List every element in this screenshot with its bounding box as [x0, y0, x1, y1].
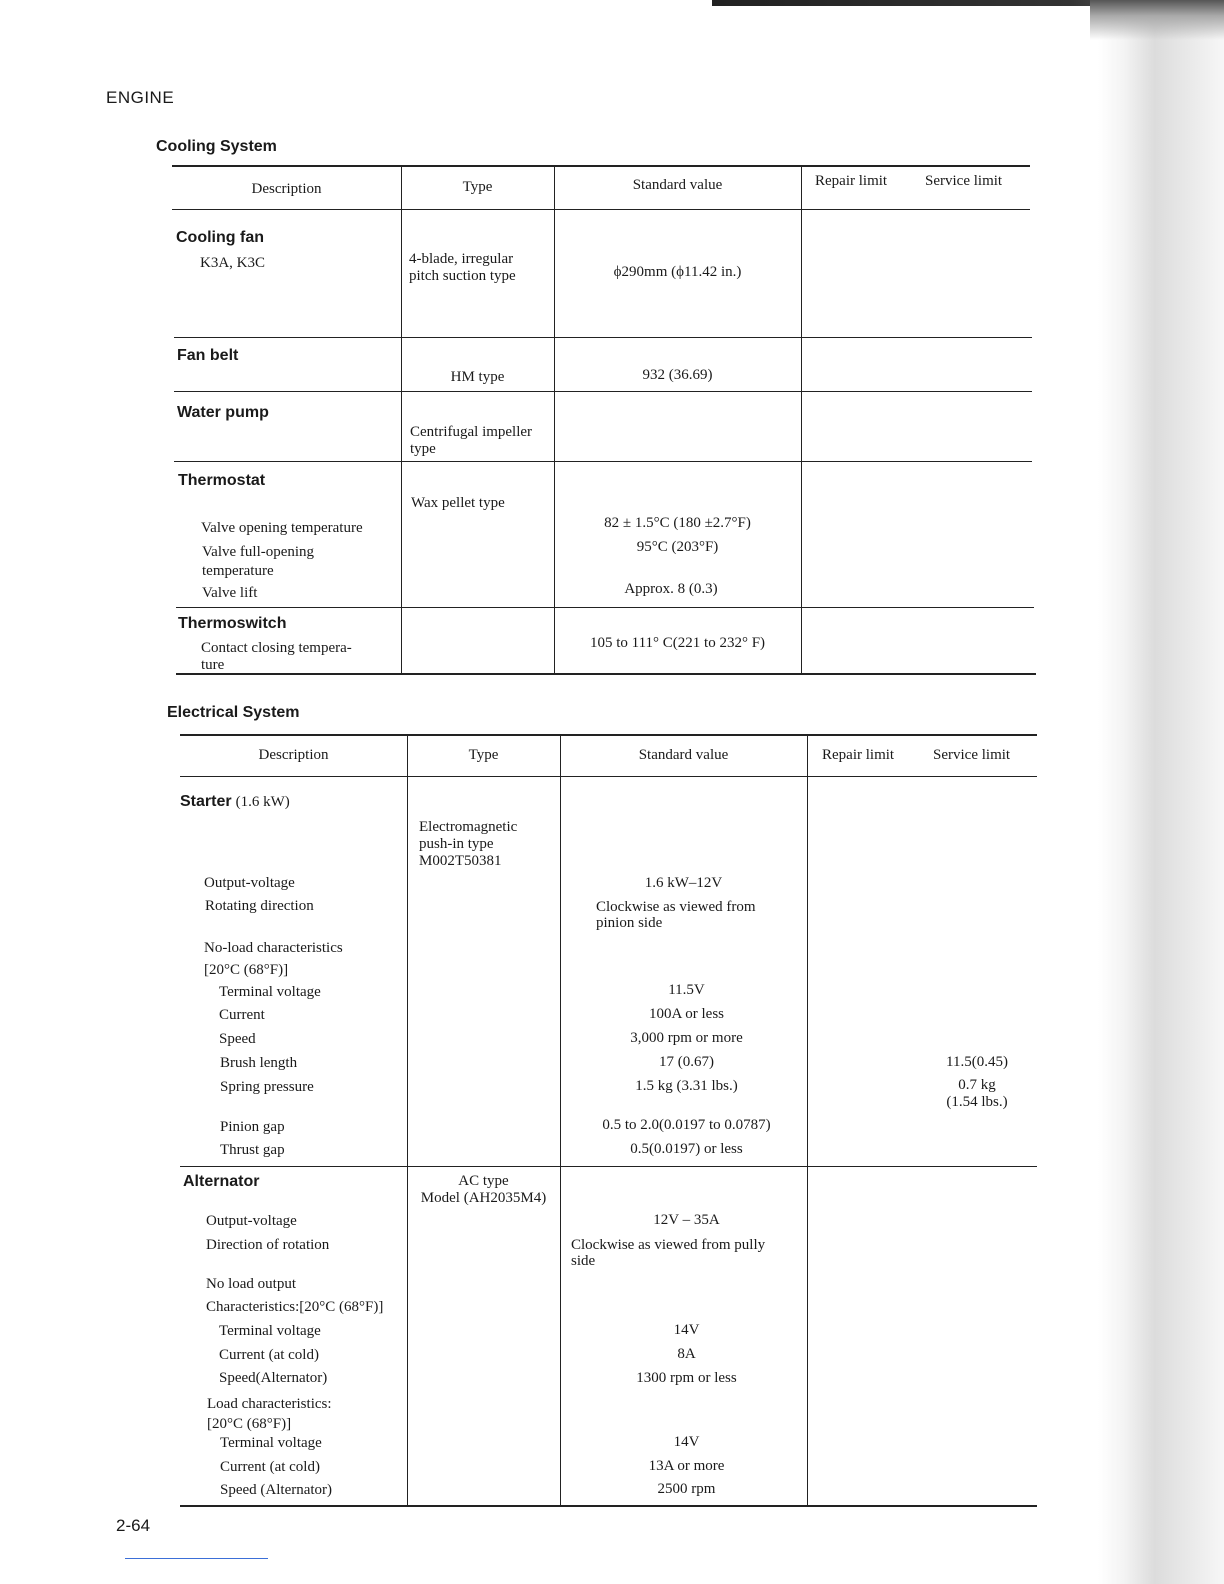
- alternator-terminal-label: Terminal voltage: [219, 1323, 321, 1339]
- alternator-noload-label: No load output: [206, 1276, 296, 1292]
- cooling-top-rule: [172, 165, 1030, 167]
- alternator-speed-value: 1300 rpm or less: [636, 1370, 737, 1386]
- electrical-top-rule: [180, 734, 1037, 736]
- alternator-current-value: 8A: [677, 1346, 696, 1362]
- starter-pinion-label: Pinion gap: [220, 1119, 285, 1135]
- alternator-title: Alternator: [183, 1173, 260, 1190]
- starter-output-value: 1.6 kW–12V: [644, 875, 723, 891]
- starter-type: Electromagnetic push-in type M002T50381: [419, 819, 518, 869]
- starter-spring-service-limit: 0.7 kg (1.54 lbs.): [946, 1077, 1008, 1110]
- starter-rotation-label: Rotating direction: [205, 898, 314, 914]
- electrical-header-rule: [180, 776, 1037, 777]
- fan-belt-standard: 932 (36.69): [642, 367, 713, 383]
- cooling-header-rule: [172, 209, 1030, 210]
- thermoswitch-value: 105 to 111° C(221 to 232° F): [589, 635, 766, 651]
- cooling-row-rule: [174, 461, 1032, 462]
- header-standard-value: Standard value: [632, 177, 723, 193]
- cooling-system-title: Cooling System: [156, 138, 277, 155]
- header-description: Description: [258, 747, 329, 763]
- starter-current-value: 100A or less: [649, 1006, 724, 1022]
- cooling-fan-standard: ϕ290mm (ϕ11.42 in.): [613, 264, 742, 280]
- starter-current-label: Current: [219, 1007, 265, 1023]
- starter-title: Starter: [180, 793, 232, 810]
- thermostat-type: Wax pellet type: [411, 495, 505, 511]
- cooling-row-rule: [174, 337, 1032, 338]
- scan-corner-shadow: [1090, 0, 1224, 40]
- starter-thrust-value: 0.5(0.0197) or less: [630, 1141, 743, 1157]
- alternator-speed-label: Speed(Alternator): [219, 1370, 328, 1386]
- page-binding-shadow: [1098, 0, 1224, 1584]
- alternator-terminal-value: 14V: [673, 1434, 700, 1450]
- alternator-direction-label: Direction of rotation: [206, 1237, 330, 1253]
- starter-noload-label: No-load characteristics [20°C (68°F)]: [204, 940, 343, 978]
- starter-speed-value: 3,000 rpm or more: [630, 1030, 743, 1046]
- alternator-output-label: Output-voltage: [206, 1213, 297, 1229]
- page-number: 2-64: [116, 1516, 151, 1535]
- thermostat-item-label: Valve lift: [202, 585, 258, 601]
- header-repair-limit: Repair limit: [815, 173, 888, 189]
- thermoswitch-title: Thermoswitch: [178, 615, 287, 632]
- thermostat-item-label: Valve full-opening temperature: [202, 544, 315, 579]
- thermoswitch-label: Contact closing tempera- ture: [201, 640, 352, 673]
- header-type: Type: [468, 747, 499, 763]
- thermostat-item-value: Approx. 8 (0.3): [624, 581, 718, 597]
- alternator-current-label: Current (at cold): [219, 1347, 319, 1363]
- thermostat-item-value: 82 ± 1.5°C (180 ±2.7°F): [604, 515, 751, 531]
- starter-terminal-label: Terminal voltage: [219, 984, 321, 1000]
- starter-brush-label: Brush length: [220, 1055, 298, 1071]
- fan-belt-type: HM type: [450, 369, 505, 385]
- header-type: Type: [462, 179, 493, 195]
- alternator-speed-value: 2500 rpm: [657, 1481, 716, 1497]
- cooling-row-rule: [176, 607, 1034, 608]
- starter-output-label: Output-voltage: [204, 875, 295, 891]
- alternator-speed-label: Speed (Alternator): [220, 1482, 333, 1498]
- cooling-fan-models: K3A, K3C: [200, 255, 266, 271]
- electrical-row-rule: [180, 1166, 1037, 1167]
- starter-pinion-value: 0.5 to 2.0(0.0197 to 0.0787): [602, 1117, 771, 1133]
- starter-heading: [180, 793, 290, 811]
- electrical-bottom-rule: [180, 1505, 1037, 1507]
- starter-spring-value: 1.5 kg (3.31 lbs.): [635, 1078, 738, 1094]
- alternator-output-value: 12V – 35A: [653, 1212, 720, 1228]
- cooling-col-rule: [401, 165, 402, 675]
- water-pump-title: Water pump: [177, 404, 269, 421]
- section-title: ENGINE: [106, 88, 175, 107]
- footer-rule: [125, 1558, 268, 1559]
- alternator-terminal-label: Terminal voltage: [220, 1435, 322, 1451]
- alternator-type: AC type Model (AH2035M4): [420, 1173, 547, 1206]
- cooling-fan-title: Cooling fan: [176, 229, 264, 246]
- starter-rating: (1.6 kW): [235, 794, 290, 810]
- starter-spring-label: Spring pressure: [220, 1079, 314, 1095]
- thermostat-item-value: 95°C (203°F): [636, 539, 719, 555]
- alternator-current-value: 13A or more: [648, 1458, 725, 1474]
- thermostat-title: Thermostat: [178, 472, 266, 489]
- electrical-col-rule: [407, 734, 408, 1507]
- cooling-row-rule: [174, 391, 1032, 392]
- electrical-system-title: Electrical System: [167, 704, 300, 721]
- header-service-limit: Service limit: [933, 747, 1011, 763]
- cooling-col-rule: [554, 165, 555, 675]
- alternator-terminal-value: 14V: [673, 1322, 700, 1338]
- thermostat-item-label: Valve opening temperature: [201, 520, 363, 536]
- header-standard-value: Standard value: [638, 747, 729, 763]
- alternator-direction-value: Clockwise as viewed from pully side: [571, 1237, 766, 1269]
- header-repair-limit: Repair limit: [822, 747, 895, 763]
- starter-thrust-label: Thrust gap: [220, 1142, 285, 1158]
- starter-brush-service-limit: 11.5(0.45): [946, 1054, 1008, 1070]
- starter-speed-label: Speed: [219, 1031, 256, 1047]
- header-description: Description: [251, 181, 322, 197]
- cooling-fan-type: 4-blade, irregular pitch suction type: [409, 251, 516, 284]
- alternator-noload-characteristics: Characteristics:[20°C (68°F)]: [206, 1299, 384, 1315]
- cooling-col-rule: [801, 165, 802, 675]
- starter-rotation-value: Clockwise as viewed from pinion side: [596, 899, 756, 931]
- alternator-current-label: Current (at cold): [220, 1459, 320, 1475]
- fan-belt-title: Fan belt: [177, 347, 239, 364]
- header-service-limit: Service limit: [925, 173, 1003, 189]
- starter-terminal-value: 11.5V: [668, 982, 705, 998]
- water-pump-type: Centrifugal impeller type: [410, 424, 533, 457]
- alternator-load-label: Load characteristics: [20°C (68°F)]: [207, 1396, 332, 1432]
- starter-brush-value: 17 (0.67): [659, 1054, 714, 1070]
